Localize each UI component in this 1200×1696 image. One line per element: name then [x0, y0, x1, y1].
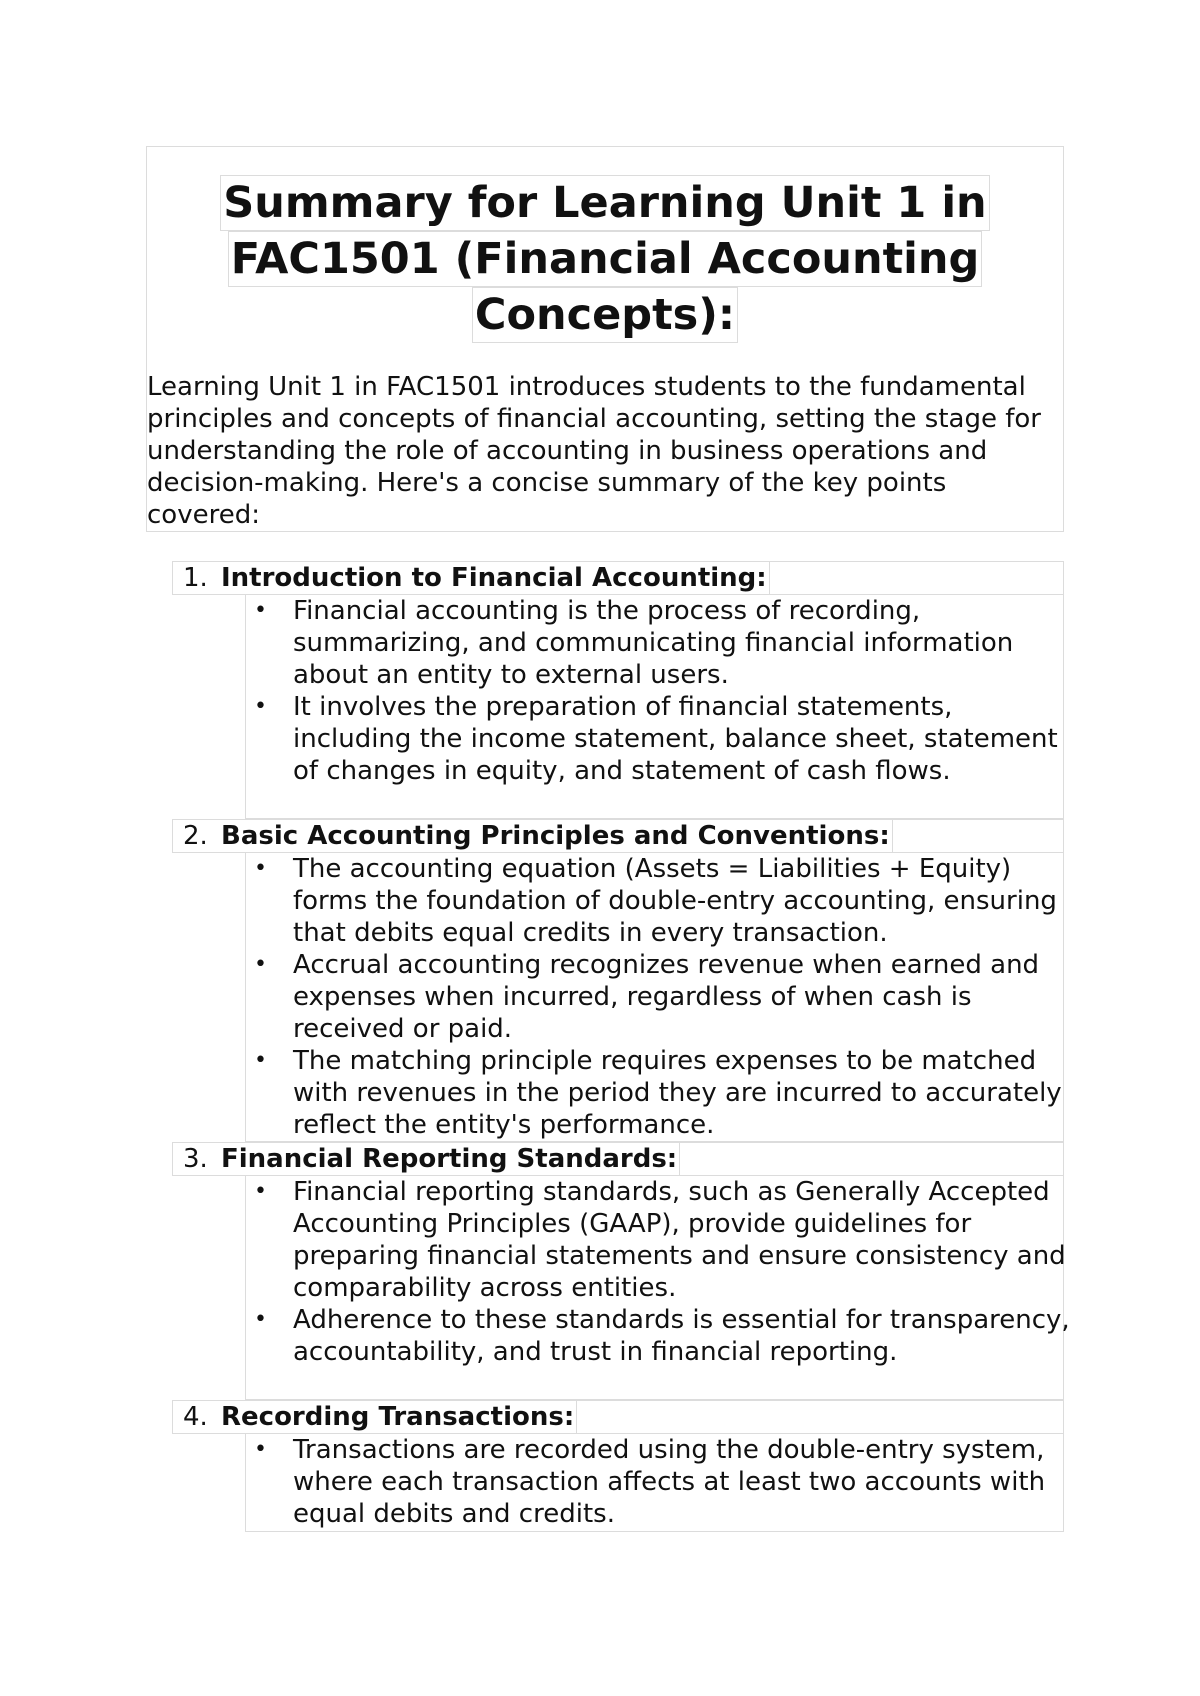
section-body-4	[245, 1434, 1064, 1532]
bullet-item	[246, 1434, 1073, 1530]
section-number: 4.	[183, 1402, 208, 1432]
intro-paragraph: Learning Unit 1 in FAC1501 introduces students to the fundamental principles and concepts of financial accounting, setting the stage for understanding the role of accounting in business operations and decision-making. Here's a concise summary of the key points covered:	[147, 372, 1041, 530]
bullet-item	[246, 853, 1073, 949]
section-heading-3	[172, 1142, 1064, 1176]
section-number: 2.	[183, 821, 208, 851]
summary-header-block	[146, 146, 1064, 532]
section-heading-1	[172, 561, 1064, 595]
bullet-icon: •	[254, 1048, 267, 1073]
bullet-text: Financial reporting standards, such as Generally Accepted Accounting Principles (GAAP), provide guidelines for preparing financial statements and ensure consistency and comparability across entities.	[293, 1177, 1066, 1303]
bullet-text: Transactions are recorded using the double-entry system, where each transaction affects at least two accounts with equal debits and credits.	[293, 1435, 1046, 1529]
title-line: Concepts):	[472, 287, 738, 343]
title-line: FAC1501 (Financial Accounting	[228, 231, 983, 287]
bullet-item	[246, 1304, 1073, 1368]
bullet-icon: •	[254, 856, 267, 881]
section-title: Basic Accounting Principles and Conventions:	[221, 820, 893, 852]
bullet-item	[246, 1176, 1073, 1304]
bullet-item	[246, 595, 1073, 691]
bullet-text: Financial accounting is the process of recording, summarizing, and communicating financial information about an entity to external users.	[293, 596, 1014, 690]
bullet-icon: •	[254, 1307, 267, 1332]
section-title: Recording Transactions:	[221, 1401, 577, 1433]
section-heading-2	[172, 819, 1064, 853]
bullet-text: Adherence to these standards is essential for transparency, accountability, and trust in financial reporting.	[293, 1305, 1070, 1367]
title-line: Summary for Learning Unit 1 in	[220, 175, 989, 231]
bullet-text: The matching principle requires expenses to be matched with revenues in the period they are incurred to accurately reflect the entity's performance.	[293, 1046, 1062, 1140]
section-body-2	[245, 853, 1064, 1142]
bullet-text: Accrual accounting recognizes revenue when earned and expenses when incurred, regardless of when cash is received or paid.	[293, 950, 1040, 1044]
section-number: 1.	[183, 563, 208, 593]
bullet-icon: •	[254, 598, 267, 623]
bullet-item	[246, 691, 1073, 787]
document-title	[147, 175, 1063, 343]
section-title: Financial Reporting Standards:	[221, 1143, 680, 1175]
bullet-item	[246, 949, 1073, 1045]
bullet-icon: •	[254, 952, 267, 977]
section-body-1	[245, 595, 1064, 819]
bullet-text: The accounting equation (Assets = Liabilities + Equity) forms the foundation of double-entry accounting, ensuring that debits equal credits in every transaction.	[293, 854, 1057, 948]
section-heading-4	[172, 1400, 1064, 1434]
bullet-icon: •	[254, 694, 267, 719]
section-title: Introduction to Financial Accounting:	[221, 562, 770, 594]
bullet-text: It involves the preparation of financial statements, including the income statement, balance sheet, statement of changes in equity, and statement of cash flows.	[293, 692, 1058, 786]
section-body-3	[245, 1176, 1070, 1400]
bullet-icon: •	[254, 1179, 267, 1204]
bullet-item	[246, 1045, 1073, 1141]
bullet-icon: •	[254, 1437, 267, 1462]
section-number: 3.	[183, 1144, 208, 1174]
